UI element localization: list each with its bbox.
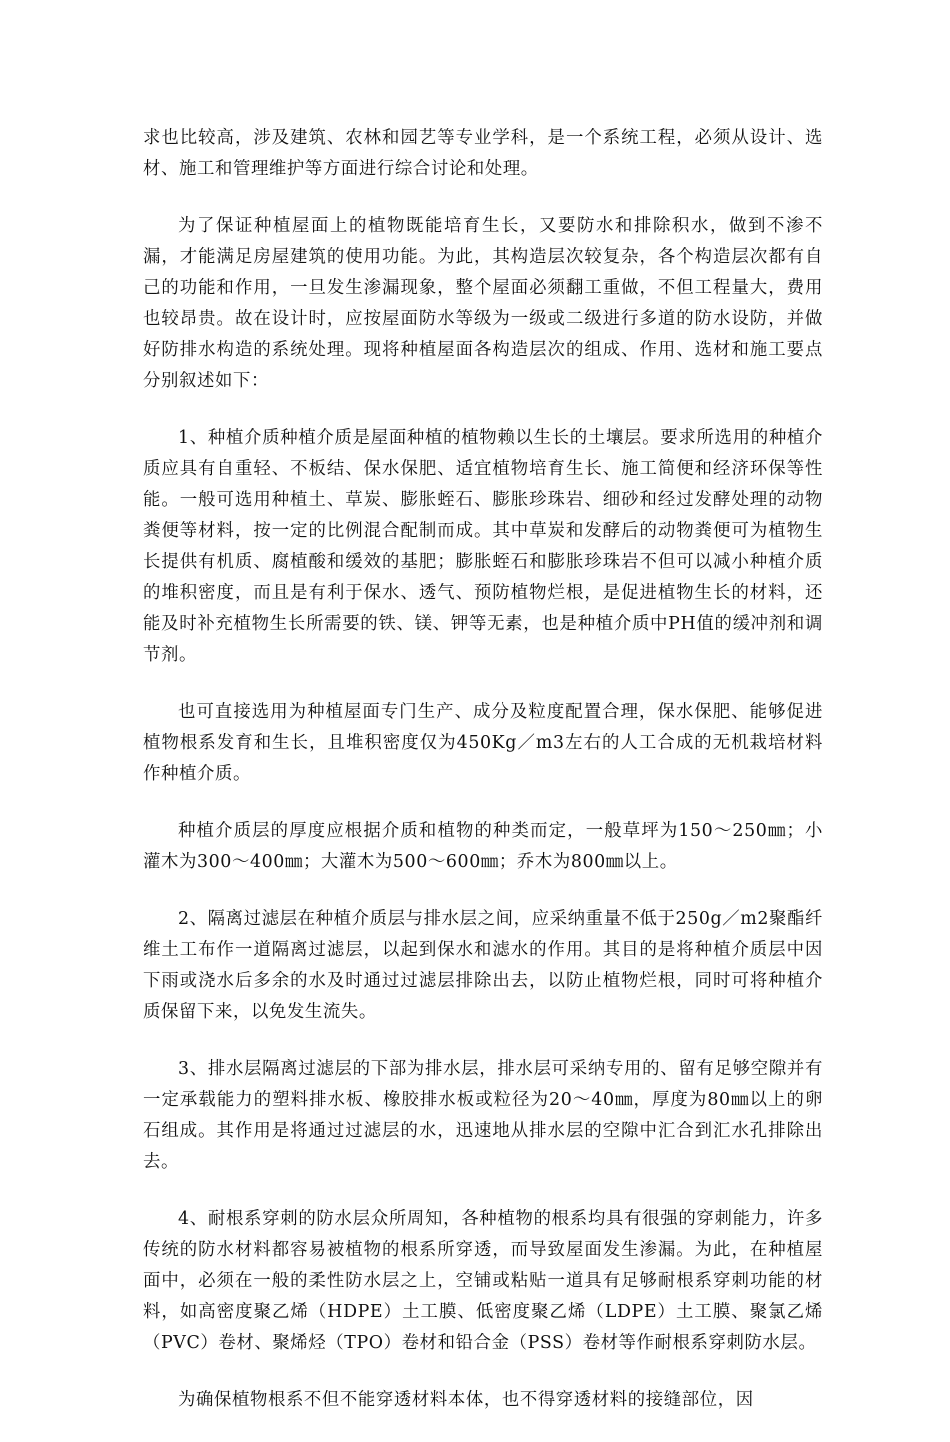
paragraph-intro-continuation: 求也比较高，涉及建筑、农林和园艺等专业学科，是一个系统工程，必须从设计、选材、施工和管理维护等方面进行综合讨论和处理。 [143, 128, 823, 179]
document-body [143, 123, 823, 1442]
paragraph-artificial-medium: 也可直接选用为种植屋面专门生产、成分及粒度配置合理，保水保肥、能够促进植物根系发育和生长，且堆积密度仅为450Kg／m3左右的人工合成的无机栽培材料作种植介质。 [143, 702, 823, 784]
paragraph-filter-layer: 2、隔离过滤层在种植介质层与排水层之间，应采纳重量不低于250g／m2聚酯纤维土工布作一道隔离过滤层，以起到保水和滤水的作用。其目的是将种植介质层中因下雨或浇水后多余的水及时通过过滤层排除出去，以防止植物烂根，同时可将种植介质保留下来，以免发生流失。 [143, 909, 823, 1022]
paragraph-overview: 为了保证种植屋面上的植物既能培育生长，又要防水和排除积水，做到不渗不漏，才能满足房屋建筑的使用功能。为此，其构造层次较复杂，各个构造层次都有自己的功能和作用，一旦发生渗漏现象，整个屋面必须翻工重做，不但工程量大，费用也较昂贵。故在设计时，应按屋面防水等级为一级或二级进行多道的防水设防，并做好防排水构造的系统处理。现将种植屋面各构造层次的组成、作用、选材和施工要点分别叙述如下： [143, 216, 823, 391]
paragraph-drainage-layer: 3、排水层隔离过滤层的下部为排水层，排水层可采纳专用的、留有足够空隙并有一定承载能力的塑料排水板、橡胶排水板或粒径为20～40㎜，厚度为80㎜以上的卵石组成。其作用是将通过过滤层的水，迅速地从排水层的空隙中汇合到汇水孔排除出去。 [143, 1059, 823, 1172]
paragraph-planting-medium: 1、种植介质种植介质是屋面种植的植物赖以生长的土壤层。要求所选用的种植介质应具有自重轻、不板结、保水保肥、适宜植物培育生长、施工简便和经济环保等性能。一般可选用种植土、草炭、膨胀蛭石、膨胀珍珠岩、细砂和经过发酵处理的动物粪便等材料，按一定的比例混合配制而成。其中草炭和发酵后的动物粪便可为植物生长提供有机质、腐植酸和缓效的基肥；膨胀蛭石和膨胀珍珠岩不但可以减小种植介质的堆积密度，而且是有利于保水、透气、预防植物烂根，是促进植物生长的材料，还能及时补充植物生长所需要的铁、镁、钾等无素，也是种植介质中PH值的缓冲剂和调节剂。 [143, 428, 823, 665]
paragraph-root-protection: 为确保植物根系不但不能穿透材料本体，也不得穿透材料的接缝部位，因 [178, 1390, 754, 1410]
paragraph-medium-thickness: 种植介质层的厚度应根据介质和植物的种类而定，一般草坪为150～250㎜；小灌木为300～400㎜；大灌木为500～600㎜；乔木为800㎜以上。 [143, 821, 823, 872]
paragraph-root-resistant-layer: 4、耐根系穿刺的防水层众所周知，各种植物的根系均具有很强的穿刺能力，许多传统的防水材料都容易被植物的根系所穿透，而导致屋面发生渗漏。为此，在种植屋面中，必须在一般的柔性防水层之上，空铺或粘贴一道具有足够耐根系穿刺功能的材料，如高密度聚乙烯（HDPE）土工膜、低密度聚乙烯（LDPE）土工膜、聚氯乙烯（PVC）卷材、聚烯烃（TPO）卷材和铅合金（PSS）卷材等作耐根系穿刺防水层。 [143, 1209, 823, 1353]
